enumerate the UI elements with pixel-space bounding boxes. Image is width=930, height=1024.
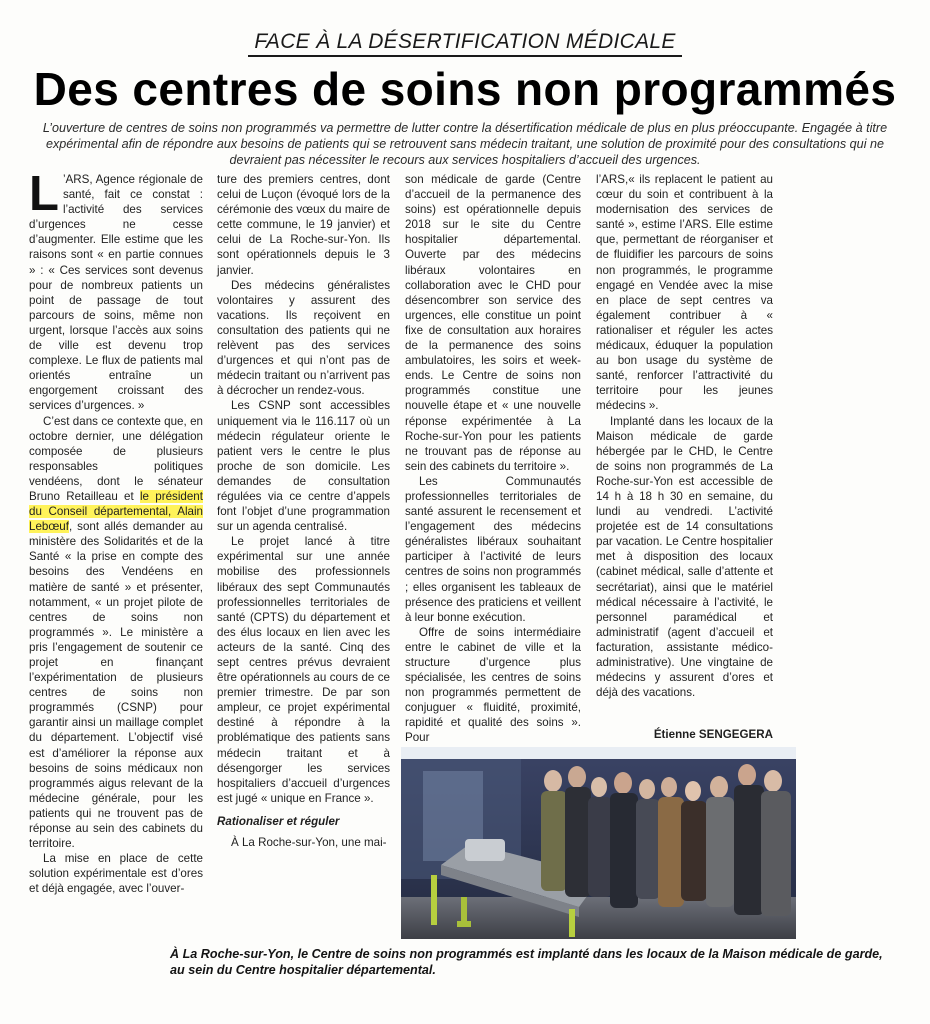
paragraph: ture des premiers centres, dont celui de Luçon (évoqué lors de la cérémonie des vœux du maire de cette commune, le 19 janvier) et celui de La Roche-sur-Yon. Ils sont opérationnels depuis le 3 janvier. — [217, 173, 390, 277]
article-column-2 — [217, 172, 390, 862]
article-column-3 — [405, 172, 581, 745]
paragraph: Le projet lancé à titre expérimental sur une année mobilise des professionnels libéraux des sept Communautés professionnelles territoriales de santé (CPTS) du département et des élus locaux en lien avec les acteurs de la santé. Cinq des sept centres prévus devraient être opérationnels au cours de ce premier trimestre. De par son ampleur, ce projet expérimental destiné à répondre à la problématique des patients sans médecin traitant et à désengorger les services hospitaliers d’accueil d’urgences est jugé « unique en France ». — [217, 535, 390, 805]
paragraph-text: C’est dans ce contexte que, en octobre dernier, une délégation composée de plusieurs responsables politiques vendéens, dont le sénateur Bruno Retailleau et — [29, 414, 203, 503]
paragraph: Offre de soins intermédiaire entre le cabinet de ville et la structure d’urgence plus spécialisée, les centres de soins non programmés permettent de conjuguer « fluidité, proximité, rapidité et qualité des soins ». Pour — [405, 625, 581, 745]
article-byline: Étienne SENGEGERA — [653, 728, 773, 741]
paragraph — [29, 167, 203, 414]
paragraph-text: , sont allés demander au ministère des Solidarités et de la Santé « la prise en compte des besoins des Vendéens en matière de santé » et présenter, notamment, « un projet pilote de centres de soins non programmés ». Le ministère a pris l’engagement de soutenir ce projet en finançant l’expérimentation de plusieurs centres de soins non programmés (CSNP) pour garantir ainsi un maillage complet du département. L’objectif visé est d’améliorer la réponse aux besoins de soins médicaux non programmés aigus relevant de la médecine générale, pour les patients qui ne trouvent pas de réponse au sein des cabinets du territoire. — [29, 520, 203, 851]
article-column-1 — [29, 167, 203, 896]
article-standfirst: L’ouverture de centres de soins non programmés va permettre de lutter contre la désertification médicale de plus en plus préoccupante. Engagée à titre expérimental afin de répondre aux besoins de patients qui se retrouvent sans médecin traitant, une solution de proximité pour des consultations qui ne devraient pas nécessiter le recours aux services hospitaliers d’accueil des urgences. — [42, 121, 888, 167]
paragraph: Les CSNP sont accessibles uniquement via le 116.117 où un médecin régulateur oriente le patient vers le centre le plus proche de son domicile. Les demandes de consultation régulées via ce centre d’appels font l’objet d’une programmation sur un agenda centralisé. — [217, 399, 390, 534]
paragraph: À La Roche-sur-Yon, une mai- — [231, 836, 387, 850]
article-kicker — [0, 30, 930, 57]
kicker-text: FACE À LA DÉSERTIFICATION MÉDICALE — [248, 30, 681, 57]
subheading: Rationaliser et réguler — [217, 814, 340, 828]
article-column-4 — [596, 172, 773, 727]
people-group — [541, 764, 791, 916]
article-headline: Des centres de soins non programmés — [33, 63, 897, 115]
photo-illustration — [401, 747, 796, 939]
paragraph: Les Communautés professionnelles territoriales de santé assurent le recensement et l’engagement des médecins généralistes libéraux souhaitant participer à l’activité de leurs centres de soins non programmés ; elles organisent les tableaux de présence des praticiens et veillent à leur bonne exécution. — [405, 474, 581, 624]
article-photo — [401, 747, 796, 939]
paragraph: Implanté dans les locaux de la Maison médicale de garde hébergée par le CHD, le Centre de soins non programmés de La Roche-sur-Yon est accessible de 14 h à 18 h 30 en semaine, du lundi au vendredi. L’activité projetée est de 14 consultations par vacation. Le Centre hospitalier met à disposition des locaux (cabinet médical, salle d’attente et secrétariat), ainsi que le matériel médical nécessaire à l’activité, le personnel paramédical et administratif (agent d’accueil et facturation, assistante médico-administrative). Une vingtaine de médecins y assurent d’ores et déjà des vacations. — [596, 414, 773, 700]
drop-cap: L — [29, 167, 59, 221]
paragraph: l’ARS,« ils replacent le patient au cœur du soin et contribuent à la modernisation des services de santé », estime l’ARS. Elle estime que, permettant de réorganiser et de fluidifier les parcours de soins non programmés, le programme engagé en Vendée avec la mise en place de sept centres va également contribuer à « rationaliser et réguler les actes médicaux, éduquer la population au bon usage du système de santé, renforcer l’attractivité du territoire pour les jeunes médecins ». — [596, 173, 773, 413]
paragraph: son médicale de garde (Centre d’accueil de la permanence des soins) est opérationnelle depuis 2018 sur le site du Centre hospitalier départemental. Ouverte par des médecins libéraux volontaires en collaboration avec le CHD pour désencombrer son service des urgences, elle constitue un point fixe de consultation aux horaires de la permanence des soins ambulatoires, les soirs et week-ends. Le Centre de soins non programmés constitue une nouvelle étape et « une nouvelle réponse expérimentée à La Roche-sur-Yon pour les patients ne trouvant pas de réponse au sein des cabinets du territoire ». — [405, 173, 581, 473]
photo-caption: À La Roche-sur-Yon, le Centre de soins non programmés est implanté dans les locaux de la Maison médicale de garde, au sein du Centre hospitalier départemental. — [170, 947, 883, 977]
paragraph-text: ’ARS, Agence régionale de santé, fait ce constat : l’activité des services d’urgences ne cesse d’augmenter. Elle estime que les raisons sont « en partie connues » : « Ces services sont devenus pour de nombreux patients un point de passage de tout parcours de soins, même non urgent, lorsque l’accès aux soins de ville est devenu trop complexe. Le flux de patients mal orientés entraîne un engorgement croissant des services d’urgences. » — [29, 173, 203, 413]
paragraph: Des médecins généralistes volontaires y assurent des vacations. Ils reçoivent en consultation des patients qui ne relèvent pas des services d’urgences et qui n’ont pas de médecin traitant ou n’arrivent pas à décrocher un rendez-vous. — [217, 278, 390, 398]
highlighted-text: le président du Conseil départemental, Alain Lebœuf — [29, 489, 203, 534]
paragraph — [29, 414, 203, 852]
paragraph: La mise en place de cette solution expérimentale est d’ores et déjà engagée, avec l’ouver- — [29, 852, 203, 896]
